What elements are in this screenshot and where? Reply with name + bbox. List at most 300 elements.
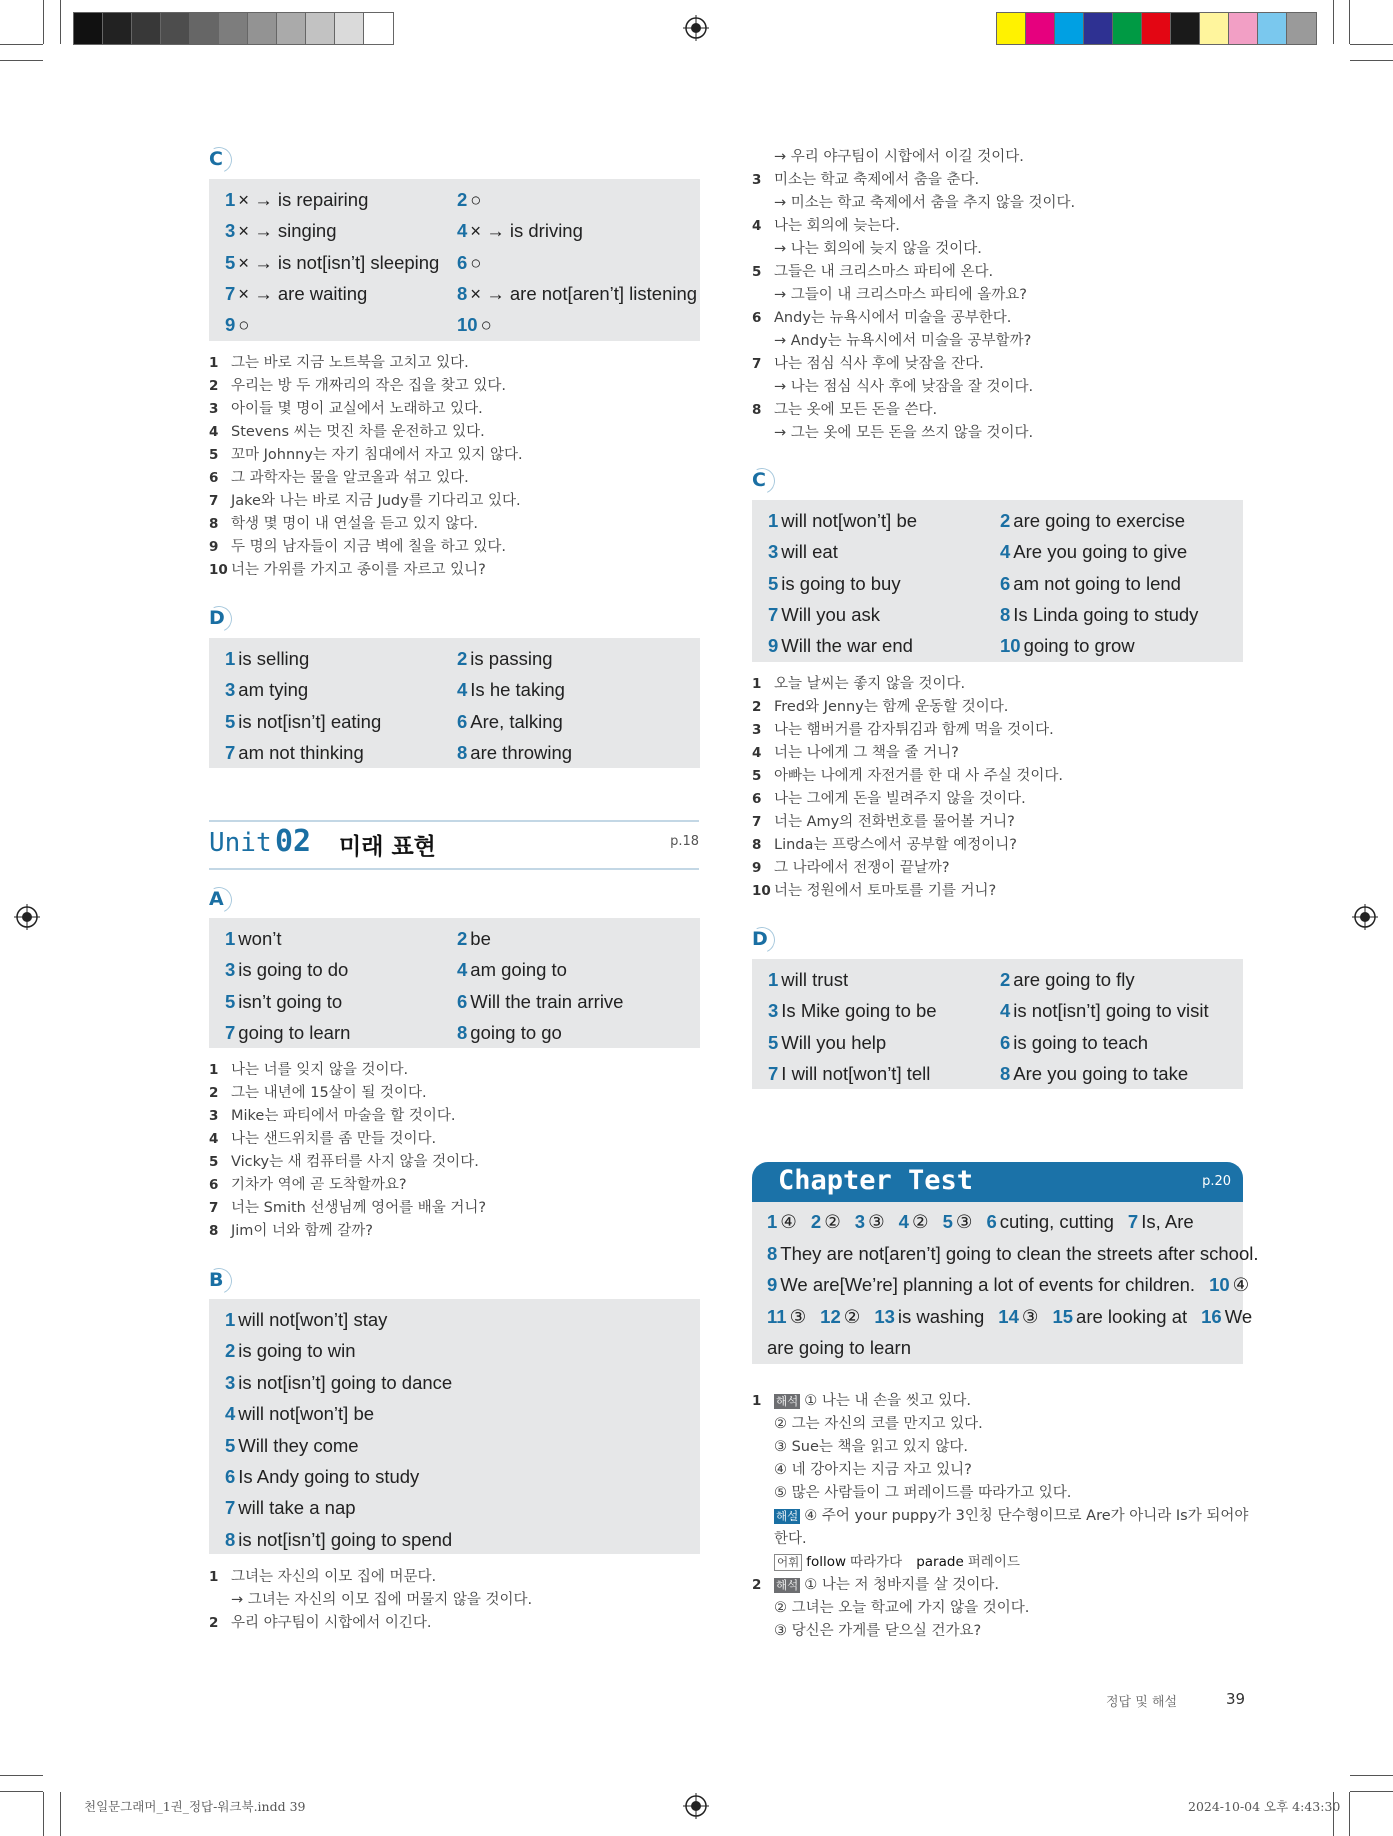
answer-item [986,1211,1113,1232]
answer-item [457,706,700,737]
explanation-row [752,1574,1248,1597]
answer-item [1052,1306,1187,1327]
answer-item [225,1461,700,1492]
answer-text: are going to fly [1013,969,1135,990]
answer-text: ② [824,1211,841,1232]
answer-item [457,674,700,705]
translation-list [209,1566,532,1635]
answer-text: am tying [238,679,309,701]
answer-text: ④ [780,1211,797,1232]
answer-text: is going to do [238,959,349,981]
list-item [209,1220,486,1243]
answer-text: be [470,928,491,949]
section-letter-c: C [752,469,766,491]
explanation-row [752,1390,1248,1413]
item-text: 너는 Amy의 전화번호를 물어볼 거니? [774,814,1015,830]
answer-text: I will not[won’t] tell [781,1062,931,1084]
color-swatch [364,13,393,44]
answer-number: 3 [225,959,236,981]
answer-text: going to grow [1023,635,1135,657]
item-text [774,1528,807,1551]
color-swatch [1171,13,1200,44]
color-swatch [1258,13,1287,44]
answer-number: 8 [1000,603,1011,625]
crop-mark [60,0,61,44]
item-text: 나는 햄버거를 감자튀김과 함께 먹을 것이다. [774,722,1054,738]
answer-number: 5 [768,572,779,594]
answer-text: Are you going to take [1013,1062,1189,1084]
item-text: → 나는 점심 식사 후에 낮잠을 잘 것이다. [774,379,1034,395]
answer-number: 10 [1000,635,1021,657]
answer-number: 6 [1000,1031,1011,1053]
item-number: 7 [209,1200,219,1216]
list-item [209,1128,486,1151]
explanation-row [752,1436,1248,1459]
color-swatch [1113,13,1142,44]
item-text: 학생 몇 명이 내 연설을 듣고 있지 않다. [231,516,478,532]
list-item [752,880,1063,903]
answer-number: 6 [1000,572,1011,594]
crop-mark [1349,1792,1350,1836]
answer-number: 7 [768,1062,779,1084]
item-number [752,1551,774,1574]
item-number: 4 [209,424,219,440]
answer-number: 7 [225,282,236,304]
grayscale-color-bar [73,12,394,45]
answer-text: × → singing [238,220,337,242]
answer-text: will not[won’t] be [781,510,918,531]
answer-number: 4 [457,679,468,701]
explanation-row [752,1505,1248,1528]
answer-number: 5 [225,990,236,1012]
answer-item [225,986,457,1017]
answer-number: 7 [225,741,236,763]
answer-text: is going to win [238,1340,356,1362]
answer-text: won’t [238,928,282,949]
crop-mark [60,1792,61,1836]
list-item [209,1151,486,1174]
list-item [209,1612,532,1635]
answer-item [1000,964,1243,995]
answer-text: ④ [1232,1274,1250,1295]
answer-number: 16 [1201,1305,1222,1327]
explanation-list [752,1390,1248,1643]
answer-number: 8 [767,1242,778,1264]
answer-number: 1 [767,1211,778,1232]
answer-grid [768,505,1243,661]
list-item [209,559,523,582]
answer-item [998,1306,1038,1327]
vocab-row [752,1551,1248,1574]
answer-item [1000,630,1243,661]
answer-item [1209,1274,1249,1295]
answer-number: 1 [768,510,779,531]
answer-text: is not[isn’t] going to spend [238,1528,453,1550]
answer-grid [225,184,700,340]
answer-item [811,1211,841,1232]
answer-number: 4 [898,1211,909,1232]
answer-text: They are not[aren’t] going to clean the streets after school. [780,1242,1259,1264]
answer-text: will eat [781,541,838,563]
list-item [752,719,1063,742]
answer-text: Will they come [238,1434,359,1456]
answer-number: 5 [942,1211,953,1232]
item-number [752,1482,774,1505]
explanation-text: ⑤ 많은 사람들이 그 퍼레이드를 따라가고 있다. [774,1485,1072,1501]
chapter-test-page-ref: p.20 [1202,1174,1231,1189]
answer-number: 11 [767,1305,787,1327]
item-number: 2 [209,378,219,394]
item-text: 그 나라에서 전쟁이 끝날까? [774,860,950,876]
item-number [752,146,774,169]
answer-list [225,1304,700,1555]
explanation-row [752,1528,1248,1551]
item-text: Vicky는 새 컴퓨터를 사지 않을 것이다. [231,1154,479,1170]
section-letter-d: D [752,928,768,950]
answer-text: Will you help [781,1031,887,1053]
answer-item [225,278,457,309]
item-text [774,1413,983,1436]
file-name-slug: 천일문그래머_1권_정답-워크북.indd 39 [84,1799,306,1814]
list-item [209,467,523,490]
item-text [774,1390,971,1413]
answer-number: 2 [457,648,468,669]
answer-box-d [752,959,1243,1089]
answer-number: 4 [457,959,468,981]
chapter-test-header [752,1162,1243,1202]
answer-item [225,1492,700,1523]
answer-number: 2 [1000,969,1011,990]
item-text: 나는 회의에 늦는다. [774,218,900,234]
list-item [752,834,1063,857]
item-text: 기차가 역에 곧 도착할까요? [231,1177,407,1193]
item-text [774,1459,972,1482]
item-text: → 우리 야구팀이 시합에서 이길 것이다. [774,149,1024,165]
item-text: Stevens 씨는 멋진 차를 운전하고 있다. [231,424,485,440]
answer-text: am not thinking [238,741,364,763]
item-number: 2 [752,699,762,715]
registration-mark-icon [683,1793,709,1819]
list-item [752,811,1063,834]
chapter-test-line [767,1206,1233,1238]
answer-number: 8 [225,1528,236,1550]
crop-mark [0,44,43,45]
crop-mark [0,1775,43,1776]
answer-number: 14 [998,1305,1019,1327]
item-text: → 나는 회의에 늦지 않을 것이다. [774,241,982,257]
answer-item [874,1306,984,1327]
answer-text: will not[won’t] be [238,1403,375,1425]
answer-text: ○ [470,251,482,273]
item-text: Linda는 프랑스에서 공부할 예정이니? [774,837,1017,853]
item-number [752,1528,774,1551]
color-swatch [335,13,364,44]
answer-number: 7 [1127,1211,1139,1232]
answer-item [457,215,700,246]
item-number [752,1459,774,1482]
item-number [752,238,774,261]
answer-item [768,1058,1000,1089]
answer-text: Is, Are [1141,1211,1194,1232]
answer-item [768,536,1000,567]
answer-item [457,643,700,674]
answer-number: 7 [768,603,779,625]
answer-text: We are[We’re] planning a lot of events for children. [780,1274,1196,1295]
translation-list [752,673,1063,903]
item-text [774,1597,1029,1620]
item-number [752,1620,774,1643]
answer-number: 10 [1209,1274,1230,1295]
answer-number: 1 [225,1309,236,1330]
item-number [752,376,774,399]
list-item [209,1174,486,1197]
item-number [209,1589,231,1612]
item-number: 3 [209,1108,219,1124]
answer-text: × → are waiting [238,282,368,304]
item-text: 나는 그에게 돈을 빌려주지 않을 것이다. [774,791,1026,807]
item-text: 아빠는 나에게 자전거를 한 대 사 주실 것이다. [774,768,1063,784]
item-text: → 그들이 내 크리스마스 파티에 올까요? [774,287,1027,303]
answer-text: will trust [781,969,849,990]
list-item [209,1197,486,1220]
answer-text: ③ [868,1211,885,1232]
answer-text: Will the war end [781,635,913,657]
explanation-row [752,1482,1248,1505]
list-item [752,696,1063,719]
item-number: 10 [752,883,771,899]
item-number: 8 [752,402,762,418]
answer-item [225,737,457,768]
item-text: 그는 바로 지금 노트북을 고치고 있다. [231,355,469,371]
answer-item [457,737,700,768]
item-text: 나는 샌드위치를 좀 만들 것이다. [231,1131,437,1147]
answer-text: are throwing [470,741,573,763]
item-number: 7 [209,493,219,509]
answer-text: ③ [789,1305,807,1327]
answer-item [1000,505,1243,536]
answer-text: going to go [470,1021,562,1043]
answer-item [767,1211,797,1232]
answer-number: 5 [225,1434,236,1456]
list-item [209,513,523,536]
answer-item [457,986,700,1017]
answer-text: Is Mike going to be [781,1000,937,1022]
color-swatch [1026,13,1055,44]
answer-text: ③ [1021,1305,1039,1327]
item-number: 3 [752,722,762,738]
item-text: 꼬마 Johnny는 자기 침대에서 자고 있지 않다. [231,447,523,463]
item-text: Jake와 나는 바로 지금 Judy를 기다리고 있다. [231,493,521,509]
registration-mark-icon [14,904,40,930]
item-number: 1 [752,676,762,692]
answer-item [768,599,1000,630]
answer-number: 3 [225,679,236,701]
answer-text: is not[isn’t] eating [238,710,382,732]
item-number [752,1413,774,1436]
item-number: 9 [209,539,219,555]
translation-list [209,352,523,582]
answer-text: isn’t going to [238,990,343,1012]
item-number: 7 [752,814,762,830]
item-number: 8 [752,837,762,853]
label-badge: 해설 [776,1509,799,1523]
item-number: 1 [209,1062,219,1078]
item-number [752,1436,774,1459]
list-item [752,307,1075,330]
answer-text: ○ [480,314,492,336]
item-text: 그들은 내 크리스마스 파티에 온다. [774,264,994,280]
list-item [209,536,523,559]
answer-number: 7 [225,1497,236,1519]
chapter-test-title: Chapter Test [778,1165,974,1196]
item-number: 6 [752,791,762,807]
item-number: 8 [209,516,219,532]
list-item [752,261,1075,284]
color-swatch [219,13,248,44]
answer-text: is washing [897,1305,985,1327]
answer-text: is selling [238,648,310,669]
answer-box-c [752,500,1243,662]
answer-number: 3 [854,1211,866,1232]
answer-number: 5 [768,1031,779,1053]
answer-text: ○ [470,189,482,210]
crop-mark [1333,0,1334,44]
answer-item [1000,1058,1243,1089]
answer-item [225,706,457,737]
color-swatch [248,13,277,44]
answer-number: 8 [457,282,468,304]
answer-item [768,995,1000,1026]
chapter-test-line [767,1238,1259,1270]
item-text [774,1436,968,1459]
section-letter-c: C [209,148,223,170]
answer-item [225,247,457,278]
chapter-test-line [767,1269,1250,1301]
color-swatch [277,13,306,44]
explanation-text: ② 그녀는 오늘 학교에 가지 않을 것이다. [774,1600,1030,1616]
item-text: Mike는 파티에서 마술을 할 것이다. [231,1108,456,1124]
item-number: 5 [209,1154,219,1170]
vocab-meaning: 따라가다 [850,1554,903,1570]
explanation-row [752,1620,1248,1643]
translation-list [752,146,1075,445]
item-text: 그는 옷에 모든 돈을 쓴다. [774,402,938,418]
answer-number: 12 [820,1305,841,1327]
list-item [752,169,1075,192]
answer-item [1000,599,1243,630]
item-number: 6 [752,310,762,326]
answer-item [225,1304,700,1335]
crop-mark [0,60,43,61]
answer-text: is not[isn’t] going to visit [1013,1000,1209,1022]
list-item [752,399,1075,422]
crop-mark [0,1791,43,1792]
answer-item [225,954,457,985]
item-number: 6 [209,470,219,486]
answer-number: 6 [457,251,468,273]
list-item [209,398,523,421]
list-item [209,352,523,375]
color-swatch [1084,13,1113,44]
list-item [209,1059,486,1082]
answer-item [855,1211,885,1232]
list-item [209,1566,532,1589]
color-swatch [306,13,335,44]
item-text: → 미소는 학교 축제에서 춤을 추지 않을 것이다. [774,195,1076,211]
answer-number: 6 [457,990,468,1012]
unit-header [209,820,699,870]
answer-text: are going to exercise [1013,510,1186,531]
explanation-text: ② 그는 자신의 코를 만지고 있다. [774,1416,983,1432]
explanation-text: 한다. [774,1531,807,1547]
footer-section-label: 정답 및 해설 [1106,1695,1178,1710]
process-color-bar [996,12,1317,45]
answer-number: 10 [457,314,478,336]
answer-text: is not[isn’t] going to dance [238,1371,453,1393]
explanation-text: ③ Sue는 책을 읽고 있지 않다. [774,1439,969,1455]
chapter-test-answers [752,1202,1259,1364]
item-text: 그는 내년에 15살이 될 것이다. [231,1085,427,1101]
item-number: 6 [209,1177,219,1193]
answer-item [768,1027,1000,1058]
vocab-text [774,1551,1034,1574]
answer-item [457,247,700,278]
item-text: 너는 나에게 그 책을 줄 거니? [774,745,959,761]
answer-number: 1 [225,928,236,949]
item-number: 9 [752,860,762,876]
answer-text: is passing [470,648,553,669]
item-text: 오늘 날씨는 좋지 않을 것이다. [774,676,966,692]
answer-item [1000,568,1243,599]
answer-item [225,1398,700,1429]
answer-grid [768,964,1243,1089]
answer-text: Will the train arrive [470,990,624,1012]
item-number: 2 [209,1085,219,1101]
answer-item [457,278,700,309]
answer-item [820,1306,860,1327]
list-item [752,192,1075,215]
crop-mark [1350,44,1393,45]
item-text: 아이들 몇 명이 교실에서 노래하고 있다. [231,401,483,417]
answer-number: 2 [457,928,468,949]
color-swatch [190,13,219,44]
item-text: 그 과학자는 물을 알코올과 섞고 있다. [231,470,469,486]
answer-number: 8 [457,1021,468,1043]
answer-text: will not[won’t] stay [238,1309,388,1330]
color-swatch [74,13,103,44]
answer-text: ② [843,1305,861,1327]
list-item [752,215,1075,238]
answer-text: × → are not[aren’t] listening [470,282,698,304]
answer-number: 5 [225,251,236,273]
item-text: → 그녀는 자신의 이모 집에 머물지 않을 것이다. [231,1592,533,1608]
answer-number: 2 [810,1211,822,1232]
answer-item [1201,1306,1252,1327]
answer-text: cuting, cutting [999,1211,1114,1232]
answer-text: will take a nap [238,1497,356,1519]
label-badge: 해석 [776,1394,799,1408]
list-item [209,1105,486,1128]
item-text: 너는 가위를 가지고 종이를 자르고 있니? [231,562,486,578]
answer-text: am not going to lend [1013,572,1181,594]
item-number: 4 [752,218,762,234]
color-swatch [132,13,161,44]
answer-box-a [209,918,700,1048]
chapter-test-line [767,1301,1253,1333]
item-text: 나는 점심 식사 후에 낮잠을 잔다. [774,356,984,372]
list-item [752,788,1063,811]
translation-list [209,1059,486,1243]
